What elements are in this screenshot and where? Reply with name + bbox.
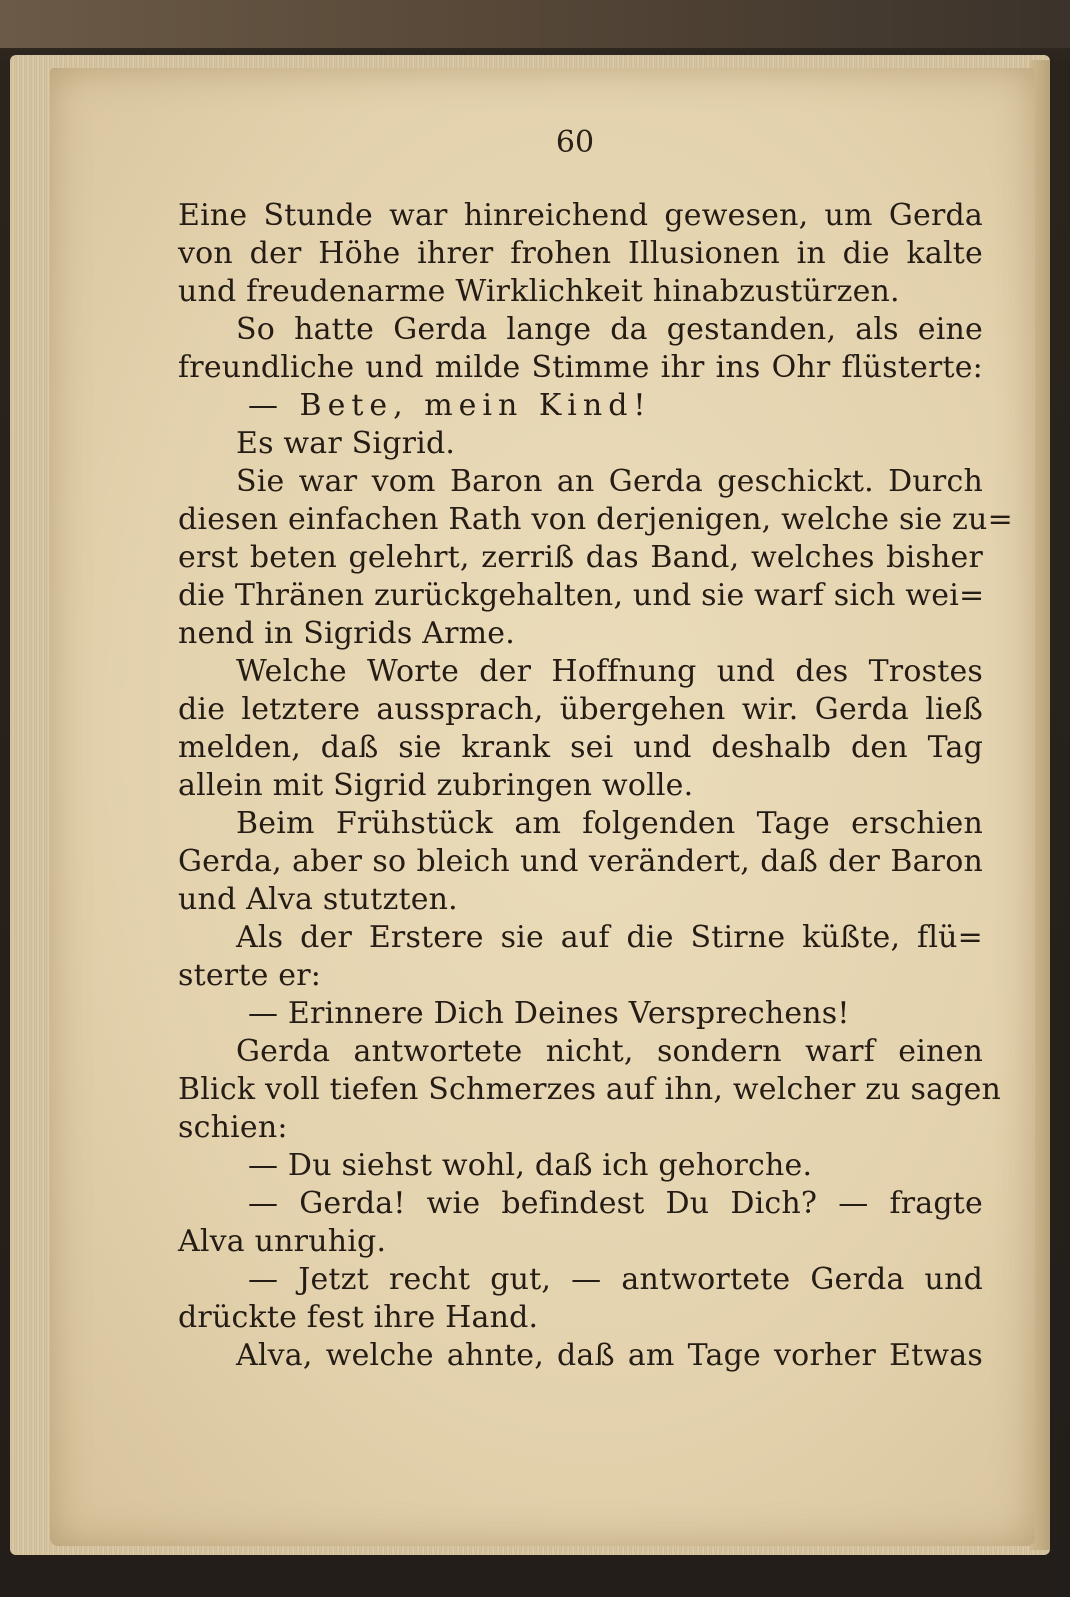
text-line: — Jetzt recht gut, — antwortete Gerda und <box>248 1262 983 1297</box>
text-line: Als der Erstere sie auf die Stirne küßte, flü= <box>236 920 983 955</box>
text-line: Eine Stunde war hinreichend gewesen, um Gerda <box>178 198 983 233</box>
text-line: — Gerda! wie befindest Du Dich? — fragte <box>248 1186 983 1221</box>
text-line: Sie war vom Baron an Gerda geschickt. Durch <box>236 464 983 499</box>
text-line: Blick voll tiefen Schmerzes auf ihn, welcher zu sagen <box>178 1072 1002 1107</box>
page-number: 60 <box>555 125 595 160</box>
text-line: und freudenarme Wirklichkeit hinabzustürzen. <box>178 274 900 309</box>
text-line: So hatte Gerda lange da gestanden, als eine <box>236 312 983 347</box>
text-line: sterte er: <box>178 958 322 993</box>
text-line: erst beten gelehrt, zerriß das Band, welches bisher <box>178 540 983 575</box>
text-line: nend in Sigrids Arme. <box>178 616 515 651</box>
text-line: diesen einfachen Rath von derjenigen, welche sie zu= <box>178 502 1013 537</box>
text-line: drückte fest ihre Hand. <box>178 1300 539 1335</box>
book-cover-top-edge <box>0 0 1070 48</box>
text-line: die letztere aussprach, übergehen wir. Gerda ließ <box>178 692 983 727</box>
text-line: Alva, welche ahnte, daß am Tage vorher Etwas <box>236 1338 983 1373</box>
text-line: Beim Frühstück am folgenden Tage erschien <box>236 806 983 841</box>
text-line: schien: <box>178 1110 288 1145</box>
text-line: — Du siehst wohl, daß ich gehorche. <box>248 1148 813 1183</box>
text-line: und Alva stutzten. <box>178 882 458 917</box>
text-line: — Bete, mein Kind! <box>248 388 652 423</box>
text-line: Gerda, aber so bleich und verändert, daß der Baron <box>178 844 983 879</box>
text-line: Welche Worte der Hoffnung und des Trostes <box>236 654 983 689</box>
text-line: allein mit Sigrid zubringen wolle. <box>178 768 694 803</box>
text-line: — Erinnere Dich Deines Versprechens! <box>248 996 850 1031</box>
text-line: Es war Sigrid. <box>236 426 456 461</box>
text-line: von der Höhe ihrer frohen Illusionen in die kalte <box>178 236 983 271</box>
text-line: die Thränen zurückgehalten, und sie warf sich wei= <box>178 578 985 613</box>
text-line: freundliche und milde Stimme ihr ins Ohr flüsterte: <box>178 350 983 385</box>
page-text-block <box>178 197 1013 1375</box>
text-line: Gerda antwortete nicht, sondern warf einen <box>236 1034 983 1069</box>
text-line: melden, daß sie krank sei und deshalb den Tag <box>178 730 983 765</box>
text-line: Alva unruhig. <box>178 1224 387 1259</box>
